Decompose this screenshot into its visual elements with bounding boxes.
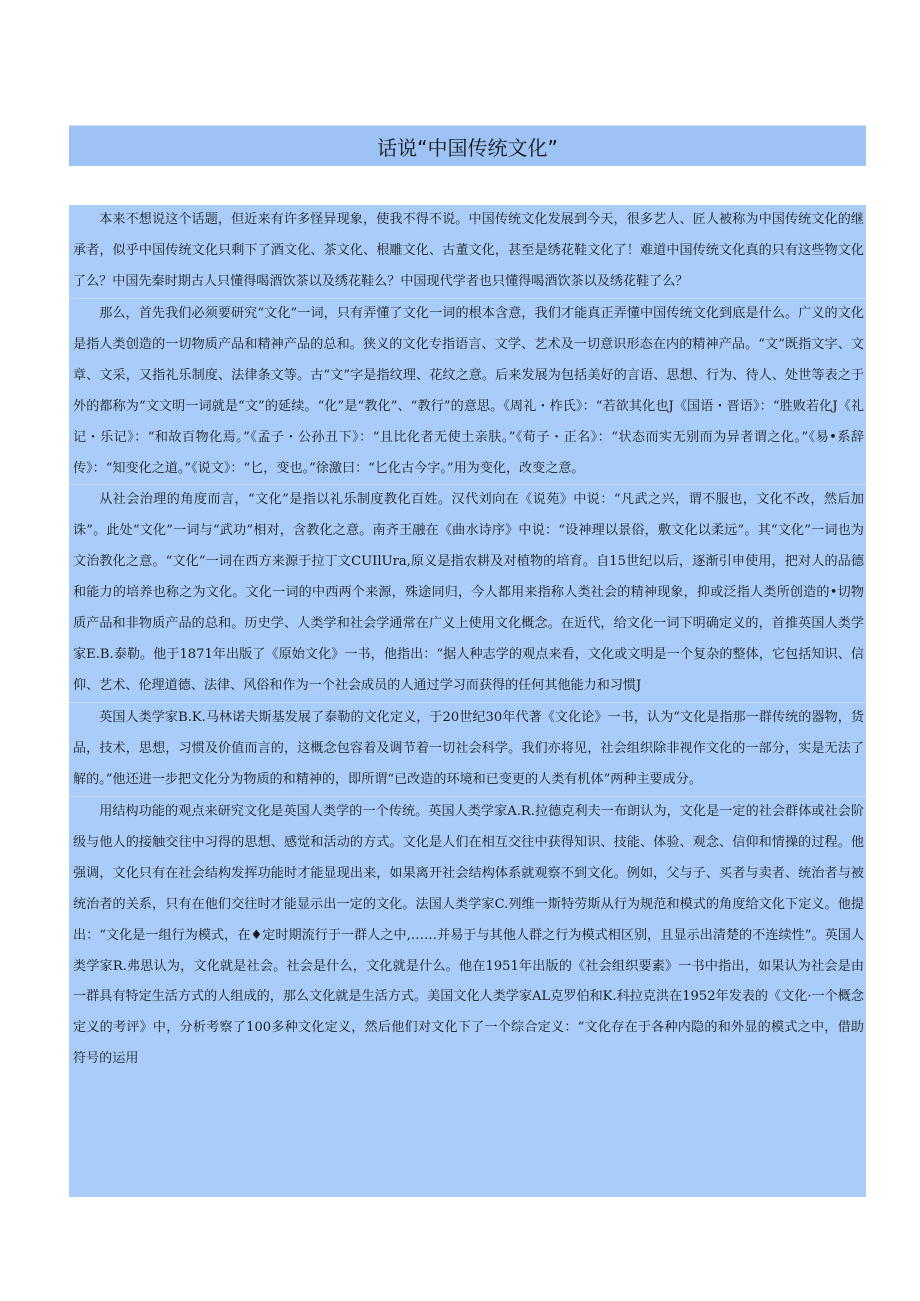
document-title: 话说“中国传统文化” — [377, 135, 558, 160]
title-bar — [69, 125, 866, 166]
paragraph: 那么，首先我们必须要研究“文化”一词，只有弄懂了文化一词的根本含意，我们才能真正弄懂中国传统文化到底是什么。广义的文化是指人类创造的一切物质产品和精神产品的总和。狭义的文化专指语言、文学、艺术及一切意识形态在内的精神产品。“文”既指文字、文章、文采，又指礼乐制度、法律条文等。古“文”字是指纹理、花纹之意。后来发展为包括美好的言语、思想、行为、待人、处世等表之于外的都称为“文文明一词就是“文”的延续。“化”是“教化”、“教行”的意思。《周礼・柞氏》：“若欲其化也J《国语・晋语》：“胜败若化J《礼记・乐记》：“和故百物化焉。”《孟子・公孙丑下》：“且比化者无使土亲肤。”《荀子・正名》：“状态而实无别而为异者谓之化。”《易•系辞传》：“知变化之道。”《说文》：“匕，变也。”徐激曰：“匕化古今字。”用为变化，改变之意。 — [69, 298, 866, 485]
paragraph: 用结构功能的观点来研究文化是英国人类学的一个传统。英国人类学家A.R.拉德克利夫一布朗认为，文化是一定的社会群体或社会阶级与他人的接触交往中习得的思想、感觉和活动的方式。文化是人们在相互交往中获得知识、技能、体验、观念、信仰和情操的过程。他强调，文化只有在社会结构发挥功能时才能显现出来，如果离开社会结构体系就观察不到文化。例如，父与子、买者与卖者、统治者与被统治者的关系，只有在他们交往时才能显示出一定的文化。法国人类学家C.列维一斯特劳斯从行为规范和模式的角度给文化下定义。他提出：“文化是一组行为模式，在♦定时期流行于一群人之中,……并易于与其他人群之行为模式相区别，且显示出清楚的不连续性”。英国人类学家R.弗思认为，文化就是社会。社会是什么，文化就是什么。他在1951年出版的《社会组织要素》一书中指出，如果认为社会是由一群具有特定生活方式的人组成的，那么文化就是生活方式。美国文化人类学家AL克罗伯和K.科拉克洪在1952年发表的《文化·一个概念定义的考评》中，分析考察了100多种文化定义，然后他们对文化下了一个综合定义：“文化存在于各种内隐的和外显的模式之中，借助符号的运用 — [69, 796, 866, 1075]
paragraph: 从社会治理的角度而言，“文化”是指以礼乐制度教化百姓。汉代刘向在《说苑》中说：“凡武之兴，谓不服也，文化不改，然后加诛”。此处“文化”一词与“武功”相对，含教化之意。南齐王融在《曲水诗序》中说：“设神理以景俗，敷文化以柔远”。其“文化”一词也为文治教化之意。“文化”一词在西方来源于拉丁文CUIlUra,原义是指农耕及对植物的培育。自15世纪以后，逐渐引申使用，把对人的品德和能力的培养也称之为文化。文化一词的中西两个来源，殊途同归，今人都用来指称人类社会的精神现象，抑或泛指人类所创造的•切物质产品和非物质产品的总和。历史学、人类学和社会学通常在广义上使用文化概念。在近代，给文化一词下明确定义的，首推英国人类学家E.B.泰勒。他于1871年出版了《原始文化》一书，他指出：“据人种志学的观点来看，文化或文明是一个复杂的整体，它包括知识、信仰、艺术、伦理道德、法律、风俗和作为一个社会成员的人通过学习而获得的任何其他能力和习惯J — [69, 484, 866, 702]
body-text-block — [69, 205, 866, 1197]
paragraph: 本来不想说这个话题，但近来有许多怪异现象，使我不得不说。中国传统文化发展到今天，很多艺人、匠人被称为中国传统文化的继承者，似乎中国传统文化只剩下了酒文化、茶文化、根雕文化、古董文化，甚至是绣花鞋文化了！难道中国传统文化真的只有这些物文化了么？中国先秦时期古人只懂得喝酒饮茶以及绣花鞋么？中国现代学者也只懂得喝酒饮茶以及绣花鞋了么？ — [73, 212, 864, 289]
paragraph: 英国人类学家B.K.马林诺夫斯基发展了泰勒的文化定义，于20世纪30年代著《文化论》一书，认为“文化是指那一群传统的器物，货品，技术，思想，习惯及价值而言的，这概念包容着及调节着一切社会科学。我们亦将见，社会组织除非视作文化的一部分，实是无法了解的。”他还进一步把文化分为物质的和精神的，即所谓“已改造的环境和已变更的人类有机体”两种主要成分。 — [69, 702, 866, 796]
